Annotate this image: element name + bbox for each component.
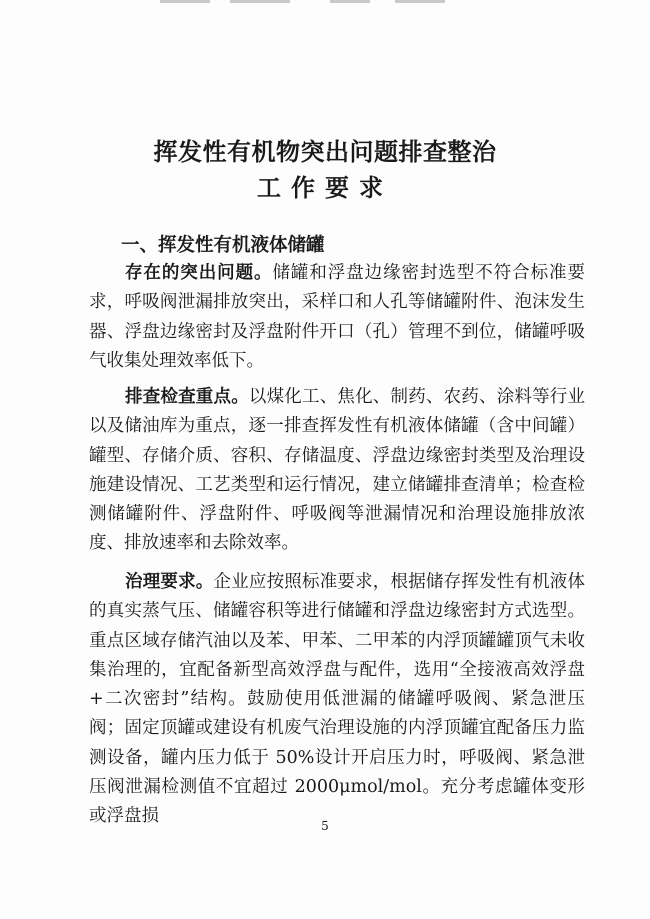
paragraph-lead: 治理要求。 bbox=[125, 572, 214, 592]
paragraph-text: 储罐和浮盘边缘密封选型不符合标准要求，呼吸阀泄漏排放突出，采样口和人孔等储罐附件、泡沫发生器、浮盘边缘密封及浮盘附件开口（孔）管理不到位，储罐呼吸气收集处理效率低下。 bbox=[89, 263, 585, 371]
page-number: 5 bbox=[321, 819, 329, 833]
paragraph-requirements bbox=[89, 568, 585, 832]
document-subtitle: 工作要求 bbox=[257, 174, 393, 202]
scan-edge-mark bbox=[160, 0, 210, 3]
paragraph-lead: 排查检查重点。 bbox=[125, 387, 249, 407]
scan-edge-mark bbox=[330, 0, 370, 3]
paragraph-problems bbox=[89, 259, 585, 376]
paragraph-text: 企业应按照标准要求，根据储存挥发性有机液体的真实蒸气压、储罐容积等进行储罐和浮盘边缘密封方式选型。重点区域存储汽油以及苯、甲苯、二甲苯的内浮顶罐罐顶气未收集治理的，宜配备新型高效浮盘与配件，选用“全接液高效浮盘+二次密封”结构。鼓励使用低泄漏的储罐呼吸阀、紧急泄压阀；固定顶罐或建设有机废气治理设施的内浮顶罐宜配备压力监测设备，罐内压力低于 50%设计开启压力时，呼吸阀、紧急泄压阀泄漏检测值不宜超过 2000μmol/mol。充分考虑罐体变形或浮盘损 bbox=[89, 572, 585, 827]
section-heading: 一、挥发性有机液体储罐 bbox=[121, 235, 325, 256]
paragraph-inspection-focus bbox=[89, 383, 585, 559]
paragraph-text: 以煤化工、焦化、制药、农药、涂料等行业以及储油库为重点，逐一排查挥发性有机液体储罐（含中间罐）罐型、存储介质、容积、存储温度、浮盘边缘密封类型及治理设施建设情况、工艺类型和运行情况，建立储罐排查清单；检查检测储罐附件、浮盘附件、呼吸阀等泄漏情况和治理设施排放浓度、排放速率和去除效率。 bbox=[89, 387, 586, 554]
scan-edge-mark bbox=[395, 0, 445, 3]
paragraph-lead: 存在的突出问题。 bbox=[125, 263, 273, 283]
scan-edge-mark bbox=[230, 0, 290, 3]
document-title: 挥发性有机物突出问题排查整治 bbox=[153, 138, 497, 166]
